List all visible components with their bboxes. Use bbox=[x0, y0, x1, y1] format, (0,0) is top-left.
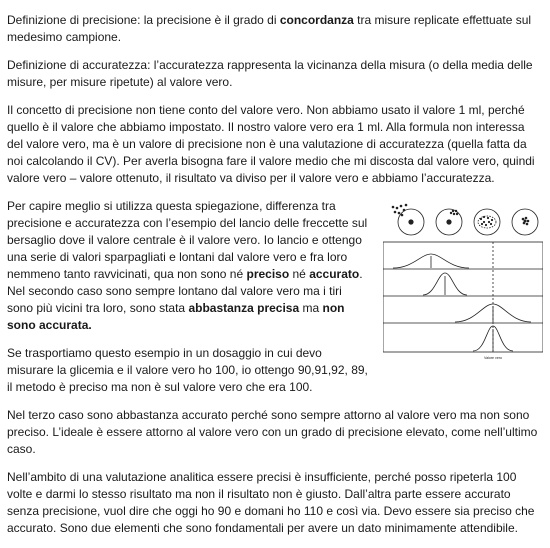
text-run: né bbox=[289, 267, 310, 281]
text-run: Nell’ambito di una valutazione analitica essere precisi è insufficiente, perché posso ripeterla 100 volte e darmi lo stesso risultato ma non il risultato non è giusto. Dall’altra parte essere accurato senza precisione, vuol dire che oggi ho 90 e domani ho 110 e così via. Devo essere sia preciso che accurato. Sono due elementi che sono fondamentali per avere un dato minimamente attendibile. bbox=[7, 470, 535, 535]
text-run: Per capire meglio si utilizza questa spiegazione, differenza tra precisione e accuratezza con l’esempio del lancio delle freccette sul bersaglio dove il valore centrale è il valore vero. Io lancio e ottengo una serie di valori sparpagliati e lontani dal valore vero e fra loro nemmeno tanto ravvicinati, qua non sono né bbox=[7, 199, 368, 281]
text-with-figure bbox=[7, 198, 543, 396]
paragraph-valutazione-analitica bbox=[7, 469, 543, 537]
target-accurate-and-precise bbox=[512, 209, 538, 235]
target-accurate-not-precise bbox=[474, 209, 500, 235]
text-run: Definizione di precisione: la precisione è il grado di bbox=[7, 13, 280, 27]
accuracy-precision-figure bbox=[383, 198, 543, 362]
text-run: Definizione di accuratezza: l’accuratezza rappresenta la vicinanza della misura (o della media delle misure, per misure ripetute) al valore vero. bbox=[7, 58, 533, 89]
paragraph-definizione-precisione bbox=[7, 12, 543, 46]
paragraph-esempio-glicemia bbox=[7, 345, 369, 396]
paragraph-esempio-freccette bbox=[7, 198, 369, 334]
paragraph-definizione-accuratezza bbox=[7, 57, 543, 91]
paragraph-concetto-precisione bbox=[7, 102, 543, 187]
target-scattered bbox=[392, 204, 424, 235]
text-run: Se trasportiamo questo esempio in un dosaggio in cui devo misurare la glicemia e il valore vero ho 100, io ottengo 90,91,92, 89, il metodo è preciso ma non è sul valore vero che era 100. bbox=[7, 346, 368, 394]
document-page bbox=[7, 12, 543, 548]
text-run: Il concetto di precisione non tiene conto del valore vero. Non abbiamo usato il valore 1 ml, perché quello è il valore che abbiamo impostato. Il nostro valore vero era 1 ml. Alla formula non interessa del valore vero, ma è un valore di precisione non è una valutazione di accuratezza (quella fatta da noi calcolando il CV). Per averla bisogna fare il valore medio che mi discosta dal valore vero, quindi valore vero – valore ottenuto, il risultato va diviso per il valore vero e abbiamo l’accuratezza. bbox=[7, 103, 535, 185]
paragraph-terzo-caso bbox=[7, 407, 543, 458]
text-run: tra misure replicate effettuate sul medesimo campione. bbox=[7, 13, 532, 44]
text-run: ma bbox=[299, 301, 323, 315]
target-precise-not-accurate bbox=[436, 209, 462, 235]
distribution-panels bbox=[383, 242, 543, 352]
dartboard-targets bbox=[392, 204, 538, 235]
bold-text-run: concordanza bbox=[279, 13, 354, 27]
axis-label-valore-vero: Valore vero bbox=[483, 356, 503, 360]
bold-text-run: preciso bbox=[246, 267, 290, 281]
text-run: Nel terzo caso sono abbastanza accurato perché sono sempre attorno al valore vero ma non sono preciso. L’ideale è essere attorno al valore vero con un grado di precisione elevato, come nell’ultimo caso. bbox=[7, 408, 538, 456]
bold-text-run: abbastanza precisa bbox=[188, 301, 300, 315]
bold-text-run: accurato bbox=[309, 267, 360, 281]
text-run: . Nel secondo caso sono sempre lontano dal valore vero ma i tiri sono più vicini tra loro, sono stata bbox=[7, 267, 363, 315]
bold-text-run: non sono accurata. bbox=[7, 301, 345, 332]
